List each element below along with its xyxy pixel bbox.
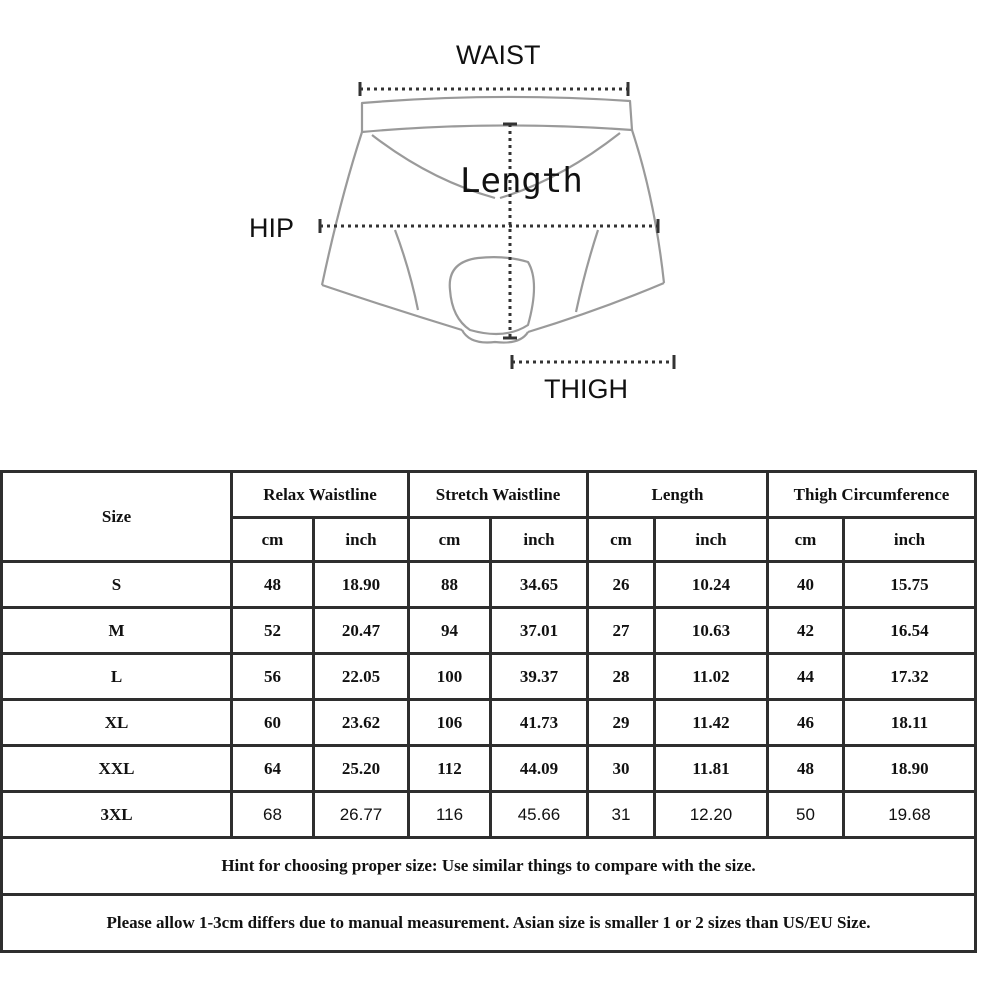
size-label: 3XL [3, 793, 230, 836]
table-cell: 60 [233, 701, 312, 744]
table-row [3, 655, 974, 698]
table-cell: 39.37 [492, 655, 586, 698]
table-cell: 46 [769, 701, 842, 744]
table-cell: 34.65 [492, 563, 586, 606]
shorts-illustration [322, 97, 664, 343]
shorts-measurement-diagram [0, 0, 982, 420]
size-label: S [3, 563, 230, 606]
table-cell: 37.01 [492, 609, 586, 652]
unit-inch-header: inch [845, 519, 974, 560]
stretch-waistline-header: Stretch Waistline [410, 473, 586, 516]
table-row [3, 563, 974, 606]
table-cell: 16.54 [845, 609, 974, 652]
table-cell: 48 [769, 747, 842, 790]
table-cell: 42 [769, 609, 842, 652]
unit-cm-header: cm [410, 519, 489, 560]
table-cell: 18.11 [845, 701, 974, 744]
table-cell: 26 [589, 563, 653, 606]
table-cell: 10.24 [656, 563, 766, 606]
table-cell: 100 [410, 655, 489, 698]
table-cell: 11.02 [656, 655, 766, 698]
table-cell: 116 [410, 793, 489, 836]
table-cell: 50 [769, 793, 842, 836]
table-cell: 30 [589, 747, 653, 790]
table-cell: 106 [410, 701, 489, 744]
waist-label: WAIST [456, 40, 541, 70]
table-cell: 64 [233, 747, 312, 790]
table-cell: 20.47 [315, 609, 407, 652]
table-cell: 112 [410, 747, 489, 790]
table-cell: 94 [410, 609, 489, 652]
table-cell: 11.42 [656, 701, 766, 744]
table-row [3, 793, 974, 836]
thigh-label: THIGH [544, 374, 628, 404]
table-cell: 26.77 [315, 793, 407, 836]
length-label: Length [460, 161, 583, 201]
table-cell: 28 [589, 655, 653, 698]
table-cell: 52 [233, 609, 312, 652]
table-cell: 15.75 [845, 563, 974, 606]
table-cell: 29 [589, 701, 653, 744]
table-row [3, 747, 974, 790]
size-label: M [3, 609, 230, 652]
table-cell: 10.63 [656, 609, 766, 652]
table-cell: 17.32 [845, 655, 974, 698]
unit-cm-header: cm [589, 519, 653, 560]
length-header: Length [589, 473, 766, 516]
table-cell: 68 [233, 793, 312, 836]
table-cell: 41.73 [492, 701, 586, 744]
table-cell: 22.05 [315, 655, 407, 698]
table-cell: 45.66 [492, 793, 586, 836]
measurement-disclaimer-note: Please allow 1-3cm differs due to manual measurement. Asian size is smaller 1 or 2 sizes than US/EU Size. [3, 896, 974, 950]
table-cell: 27 [589, 609, 653, 652]
size-column-header: Size [3, 473, 230, 560]
unit-cm-header: cm [769, 519, 842, 560]
table-cell: 40 [769, 563, 842, 606]
table-cell: 56 [233, 655, 312, 698]
table-row [3, 701, 974, 744]
table-cell: 11.81 [656, 747, 766, 790]
thigh-circumference-header: Thigh Circumference [769, 473, 974, 516]
size-label: L [3, 655, 230, 698]
unit-inch-header: inch [656, 519, 766, 560]
table-cell: 25.20 [315, 747, 407, 790]
table-cell: 18.90 [315, 563, 407, 606]
size-hint-note: Hint for choosing proper size: Use similar things to compare with the size. [3, 839, 974, 893]
table-cell: 23.62 [315, 701, 407, 744]
size-chart-table [0, 470, 977, 953]
table-cell: 44.09 [492, 747, 586, 790]
table-cell: 88 [410, 563, 489, 606]
unit-cm-header: cm [233, 519, 312, 560]
table-cell: 18.90 [845, 747, 974, 790]
table-row [3, 609, 974, 652]
table-cell: 48 [233, 563, 312, 606]
table-cell: 19.68 [845, 793, 974, 836]
relax-waistline-header: Relax Waistline [233, 473, 407, 516]
table-cell: 31 [589, 793, 653, 836]
table-cell: 12.20 [656, 793, 766, 836]
table-cell: 44 [769, 655, 842, 698]
unit-inch-header: inch [315, 519, 407, 560]
hip-label: HIP [249, 213, 295, 243]
size-label: XL [3, 701, 230, 744]
size-label: XXL [3, 747, 230, 790]
unit-inch-header: inch [492, 519, 586, 560]
